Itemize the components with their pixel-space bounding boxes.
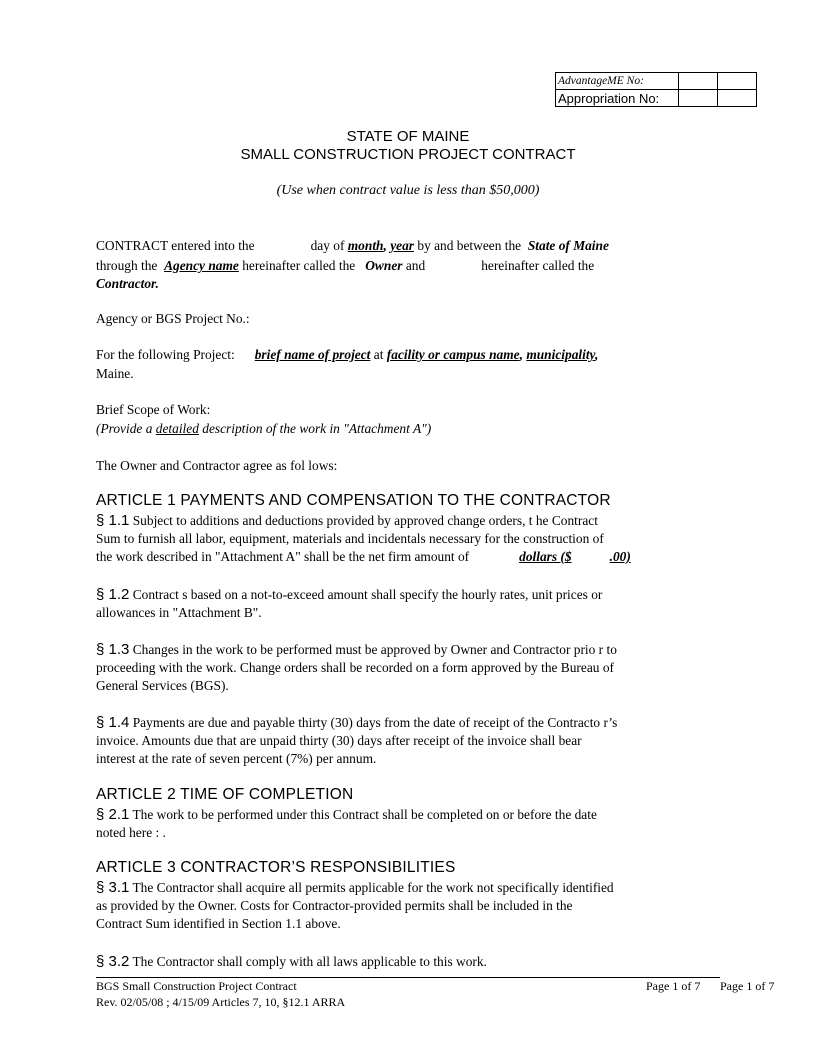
section-1-1-line-1	[96, 513, 598, 529]
project-comma: ,	[595, 347, 599, 362]
dollars-field[interactable]: dollars ($	[519, 549, 572, 564]
section-number: § 1.4	[96, 714, 130, 731]
project-comma: ,	[519, 347, 523, 362]
intro-text: day of	[310, 238, 345, 253]
intro-line-2	[96, 258, 594, 274]
section-text: Changes in the work to be performed must be approved by Owner and Contractor prio r to	[132, 642, 617, 657]
section-1-3-line-3: General Services (BGS).	[96, 678, 229, 693]
section-number: § 1.2	[96, 586, 130, 603]
section-text: Payments are due and payable thirty (30) days from the date of receipt of the Contracto r’s	[132, 715, 618, 730]
section-3-1-line-1	[96, 880, 614, 896]
title-contract: SMALL CONSTRUCTION PROJECT CONTRACT	[240, 146, 576, 163]
footer-revision: Rev. 02/05/08 ; 4/15/09 Articles 7, 10, §12.1 ARRA	[96, 995, 346, 1009]
section-text: The Contractor shall acquire all permits applicable for the work not specifically identified	[132, 880, 614, 895]
intro-text: hereinafter called the	[242, 258, 356, 273]
section-number: § 1.1	[96, 512, 130, 529]
section-1-3-line-1	[96, 642, 617, 658]
appropriation-label: Appropriation No:	[556, 90, 679, 107]
owner-label: Owner	[365, 258, 403, 273]
facility-field[interactable]: facility or campus name	[386, 347, 520, 362]
section-text: The Contractor shall comply with all laws applicable to this work.	[132, 954, 487, 969]
appropriation-value-b[interactable]	[718, 90, 757, 107]
footer-page-number-2: Page 1 of 7	[720, 979, 775, 993]
month-field[interactable]: month	[347, 238, 384, 253]
agency-name-field[interactable]: Agency name	[164, 258, 239, 273]
section-text: the work described in "Attachment A" shall be the net firm amount of	[96, 549, 470, 564]
section-1-1-line-2: Sum to furnish all labor, equipment, materials and incidentals necessary for the construction of	[96, 531, 604, 546]
section-3-2-line-1	[96, 954, 487, 970]
footer-rule	[96, 977, 720, 978]
article-1-heading: ARTICLE 1 PAYMENTS AND COMPENSATION TO THE CONTRACTOR	[96, 492, 611, 509]
section-1-2-line-1	[96, 587, 602, 603]
appropriation-value-a[interactable]	[679, 90, 718, 107]
section-number: § 2.1	[96, 806, 130, 823]
section-1-2-line-2: allowances in "Attachment B".	[96, 605, 262, 620]
section-3-1-line-3: Contract Sum identified in Section 1.1 above.	[96, 916, 341, 931]
advantage-me-value-a[interactable]	[679, 73, 718, 90]
advantage-me-label: AdvantageME No:	[556, 73, 679, 90]
intro-text: CONTRACT entered into the	[96, 238, 255, 253]
section-text: Subject to additions and deductions provided by approved change orders, t he Contract	[132, 513, 598, 528]
cents-field[interactable]: .00)	[609, 549, 631, 564]
section-2-1-line-1	[96, 807, 597, 823]
article-2-heading: ARTICLE 2 TIME OF COMPLETION	[96, 786, 354, 803]
project-state: Maine.	[96, 366, 134, 381]
article-3-heading: ARTICLE 3 CONTRACTOR’S RESPONSIBILITIES	[96, 859, 456, 876]
project-name-field[interactable]: brief name of project	[254, 347, 371, 362]
agree-line: The Owner and Contractor agree as fol lows:	[96, 458, 338, 473]
intro-comma: ,	[383, 238, 387, 253]
agency-project-no: Agency or BGS Project No.:	[96, 311, 250, 326]
year-field[interactable]: year	[390, 238, 415, 253]
scope-instruction	[96, 421, 431, 437]
contractor-label: Contractor.	[96, 276, 159, 291]
section-3-1-line-2: as provided by the Owner. Costs for Contractor-provided permits shall be included in the	[96, 898, 573, 913]
intro-text: by and between the	[417, 238, 522, 253]
section-number: § 3.1	[96, 879, 130, 896]
intro-text: hereinafter called the	[481, 258, 595, 273]
footer-page-number: Page 1 of 7	[646, 979, 701, 993]
section-number: § 1.3	[96, 641, 130, 658]
intro-text: and	[405, 258, 426, 273]
section-number: § 3.2	[96, 953, 130, 970]
project-line-1	[96, 347, 598, 363]
intro-line-3	[96, 276, 159, 292]
footer-doc-name: BGS Small Construction Project Contract	[96, 979, 297, 993]
advantage-me-value-b[interactable]	[718, 73, 757, 90]
subtitle: (Use when contract value is less than $50,000)	[276, 183, 540, 198]
section-1-3-line-2: proceeding with the work. Change orders shall be recorded on a form approved by the Bureau of	[96, 660, 614, 675]
section-text: The work to be performed under this Contract shall be completed on or before the date	[132, 807, 597, 822]
project-label: For the following Project:	[96, 347, 235, 362]
section-text: Contract s based on a not-to-exceed amount shall specify the hourly rates, unit prices or	[132, 587, 603, 602]
scope-text: (Provide a	[96, 421, 153, 436]
appropriation-box	[555, 72, 757, 107]
scope-label: Brief Scope of Work:	[96, 402, 211, 417]
section-1-4-line-3: interest at the rate of seven percent (7%) per annum.	[96, 751, 377, 766]
section-1-4-line-1	[96, 715, 617, 731]
scope-detailed: detailed	[155, 421, 199, 436]
intro-text: through the	[96, 258, 158, 273]
intro-line-1	[96, 238, 609, 254]
section-2-1-line-2: noted here : .	[96, 825, 166, 840]
section-1-1-line-3	[96, 549, 631, 565]
state-of-maine: State of Maine	[527, 238, 609, 253]
title-state: STATE OF MAINE	[346, 128, 470, 145]
project-at: at	[373, 347, 384, 362]
municipality-field[interactable]: municipality	[526, 347, 596, 362]
scope-text: description of the work in "Attachment A")	[202, 421, 432, 436]
section-1-4-line-2: invoice. Amounts due that are unpaid thirty (30) days after receipt of the invoice shall bear	[96, 733, 582, 748]
